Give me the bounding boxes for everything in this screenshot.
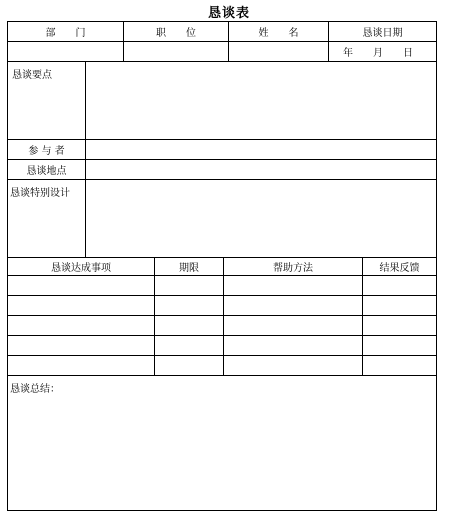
items-col-deadline: 期限 (154, 258, 223, 275)
feedback-field[interactable] (362, 276, 436, 295)
items-col-agreed: 恳谈达成事项 (51, 263, 111, 274)
items-col-help-method: 帮助方法 (223, 258, 362, 275)
table-row (8, 275, 436, 295)
month-label: 月 (373, 48, 383, 59)
dept-field[interactable] (8, 42, 123, 61)
participants-field[interactable] (85, 140, 436, 159)
location-field[interactable] (85, 160, 436, 179)
feedback-field[interactable] (362, 336, 436, 355)
agreed-item-field[interactable] (8, 356, 154, 375)
deadline-field[interactable] (154, 336, 223, 355)
agreed-item-field[interactable] (8, 296, 154, 315)
deadline-field[interactable] (154, 316, 223, 335)
summary-row (8, 375, 436, 510)
participants-label: 参 与 者 (28, 146, 65, 157)
participants-row (8, 139, 436, 159)
header-row (8, 21, 436, 42)
special-design-label: 恳谈特别设计 (10, 188, 70, 199)
header-position: 职 位 (123, 21, 228, 42)
special-design-row (8, 179, 436, 257)
deadline-field[interactable] (154, 296, 223, 315)
table-row (8, 355, 436, 375)
header-dept: 部 门 (45, 28, 86, 39)
special-design-field[interactable] (85, 180, 436, 257)
form-title: 恳谈表 (207, 6, 250, 21)
location-label: 恳谈地点 (26, 166, 67, 177)
key-points-field[interactable] (85, 62, 436, 139)
position-field[interactable] (123, 42, 228, 61)
key-points-label: 恳谈要点 (12, 70, 52, 81)
items-col-feedback: 结果反馈 (362, 258, 436, 275)
help-method-field[interactable] (223, 296, 362, 315)
feedback-field[interactable] (362, 316, 436, 335)
help-method-field[interactable] (223, 336, 362, 355)
help-method-field[interactable] (223, 276, 362, 295)
location-row (8, 159, 436, 179)
agreed-item-field[interactable] (8, 316, 154, 335)
items-header-row (8, 257, 436, 275)
day-label: 日 (403, 48, 413, 59)
key-points-row (8, 61, 436, 139)
name-field[interactable] (228, 42, 328, 61)
feedback-field[interactable] (362, 296, 436, 315)
agreed-item-field[interactable] (8, 276, 154, 295)
date-field[interactable] (328, 42, 436, 61)
table-row (8, 315, 436, 335)
help-method-field[interactable] (223, 356, 362, 375)
agreed-item-field[interactable] (8, 336, 154, 355)
feedback-field[interactable] (362, 356, 436, 375)
summary-field[interactable] (8, 376, 436, 510)
info-input-row (8, 41, 436, 61)
interview-form (7, 21, 437, 511)
date-parts (343, 44, 413, 59)
header-name: 姓 名 (228, 21, 328, 42)
deadline-field[interactable] (154, 276, 223, 295)
help-method-field[interactable] (223, 316, 362, 335)
summary-label: 恳谈总结： (10, 384, 60, 395)
table-row (8, 295, 436, 315)
deadline-field[interactable] (154, 356, 223, 375)
year-label: 年 (343, 48, 353, 59)
header-date: 恳谈日期 (328, 21, 436, 42)
table-row (8, 335, 436, 355)
